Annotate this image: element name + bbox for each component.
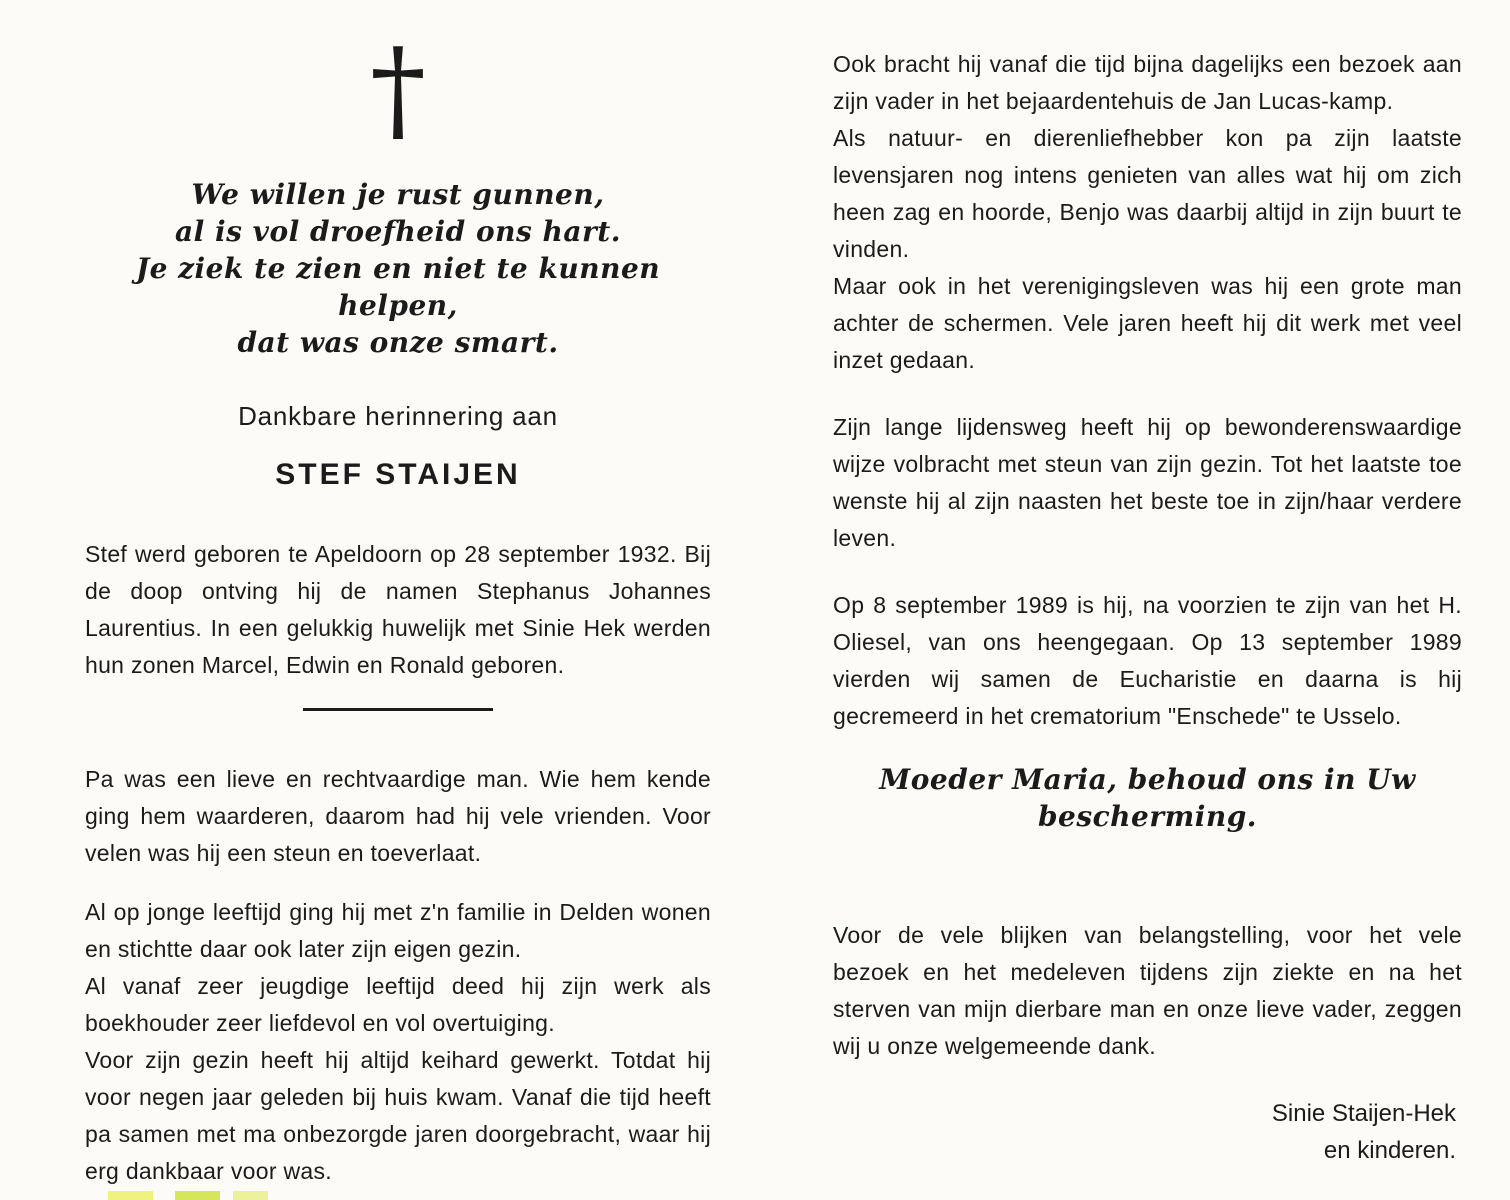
poem-line: Je ziek te zien en niet te kunnen helpen, (135, 252, 661, 322)
section-divider (303, 708, 493, 711)
life-paragraph: Al vanaf zeer jeugdige leeftijd deed hij zijn werk als boekhouder zeer liefdevol en vol overtuiging. (85, 973, 711, 1036)
scan-artifact (108, 1191, 268, 1200)
signature-line: en kinderen. (1323, 1137, 1456, 1164)
poem-line: We willen je rust gunnen, (191, 178, 605, 211)
left-column (85, 0, 711, 1190)
memorial-poem (85, 176, 711, 361)
life-paragraph: Voor zijn gezin heeft hij altijd keihard gewerkt. Totdat hij voor negen jaar geleden bij huis kwam. Vanaf die tijd heeft pa samen met ma onbezorgde jaren doorgebracht, waar hij erg dankbaar voor was. (85, 1047, 711, 1184)
signature-line: Sinie Staijen-Hek (1271, 1100, 1456, 1127)
cross-icon: † (370, 25, 426, 155)
signature-block (833, 1095, 1462, 1169)
visits-paragraph: Maar ook in het verenigingsleven was hij een grote man achter de schermen. Vele jaren heeft hij dit werk met veel inzet gedaan. (833, 273, 1462, 373)
life-paragraph: Al op jonge leeftijd ging hij met z'n familie in Delden wonen en stichtte daar ook later zijn eigen gezin. (85, 899, 711, 962)
right-column (833, 0, 1462, 1169)
poem-line: al is vol droefheid ons hart. (175, 215, 621, 248)
life-story-block (85, 894, 711, 1190)
dedication-line: Dankbare herinnering aan (238, 401, 558, 431)
visits-block (833, 46, 1462, 379)
visits-paragraph: Ook bracht hij vanaf die tijd bijna dagelijks een bezoek aan zijn vader in het bejaardentehuis de Jan Lucas-kamp. (833, 51, 1462, 114)
illness-paragraph: Zijn lange lijdensweg heeft hij op bewonderenswaardige wijze volbracht met steun van zijn gezin. Tot het laatste toe wenste hij al zijn naasten het beste toe in zijn/haar verdere leven. (833, 414, 1462, 551)
thanks-paragraph: Voor de vele blijken van belangstelling, voor het vele bezoek en het medeleven tijdens zijn ziekte en na het sterven van mijn dierbare man en onze lieve vader, zeggen wij u onze welgemeende dank. (833, 922, 1462, 1059)
prayer-line: Moeder Maria, behoud ons in Uw bescherming. (879, 763, 1416, 833)
poem-line: dat was onze smart. (237, 326, 559, 359)
deceased-name: STEF STAIJEN (275, 458, 521, 491)
character-paragraph: Pa was een lieve en rechtvaardige man. Wie hem kende ging hem waarderen, daarom had hij vele vrienden. Voor velen was hij een steun en toeverlaat. (85, 766, 711, 866)
birth-paragraph: Stef werd geboren te Apeldoorn op 28 september 1932. Bij de doop ontving hij de namen Stephanus Johannes Laurentius. In een gelukkig huwelijk met Sinie Hek werden hun zonen Marcel, Edwin en Ronald geboren. (85, 541, 711, 678)
death-paragraph: Op 8 september 1989 is hij, na voorzien te zijn van het H. Oliesel, van ons heengegaan. Op 13 september 1989 vierden wij samen de Eucharistie en daarna is hij gecremeerd in het crematorium "Enschede" te Usselo. (833, 592, 1462, 729)
visits-paragraph: Als natuur- en dierenliefhebber kon pa zijn laatste levensjaren nog intens genieten van alles wat hij om zich heen zag en hoorde, Benjo was daarbij altijd in zijn buurt te vinden. (833, 125, 1462, 262)
